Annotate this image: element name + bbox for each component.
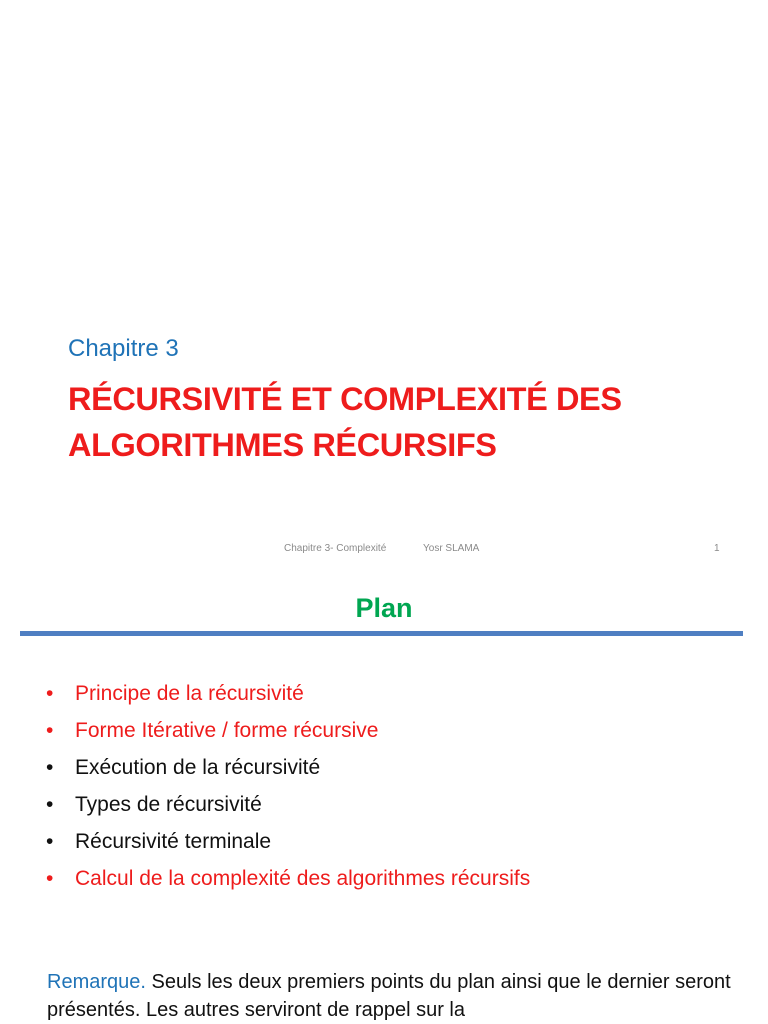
bullet-icon: • bbox=[46, 793, 54, 816]
plan-item-text: Types de récursivité bbox=[75, 793, 262, 816]
bullet-icon: • bbox=[46, 867, 54, 890]
bullet-icon: • bbox=[46, 719, 54, 742]
plan-item-text: Principe de la récursivité bbox=[75, 682, 304, 705]
bullet-icon: • bbox=[46, 682, 54, 705]
note-text: Seuls les deux premiers points du plan ainsi que le dernier seront présentés. Les autres serviront de rappel sur la bbox=[47, 971, 731, 1021]
plan-item-text: Récursivité terminale bbox=[75, 830, 272, 853]
note-paragraph bbox=[47, 968, 737, 1024]
plan-slide bbox=[0, 576, 768, 1024]
slide-title bbox=[68, 376, 728, 468]
bullet-icon: • bbox=[46, 756, 54, 779]
chapter-label: Chapitre 3 bbox=[68, 335, 179, 362]
plan-title: Plan bbox=[355, 593, 413, 623]
plan-item-text: Exécution de la récursivité bbox=[75, 756, 321, 779]
title-divider bbox=[20, 631, 743, 636]
footer-page-number: 1 bbox=[714, 543, 720, 554]
slide-title-line-1: RÉCURSIVITÉ ET COMPLEXITÉ DES bbox=[68, 381, 622, 417]
footer-author: Yosr SLAMA bbox=[423, 543, 480, 554]
note-label: Remarque. bbox=[47, 971, 146, 993]
plan-item-text: Calcul de la complexité des algorithmes récursifs bbox=[75, 867, 531, 890]
bullet-icon: • bbox=[46, 830, 54, 853]
plan-item-text: Forme Itérative / forme récursive bbox=[75, 719, 379, 742]
footer-chapter: Chapitre 3- Complexité bbox=[284, 543, 387, 554]
slide-title-line-2: ALGORITHMES RÉCURSIFS bbox=[68, 427, 497, 463]
